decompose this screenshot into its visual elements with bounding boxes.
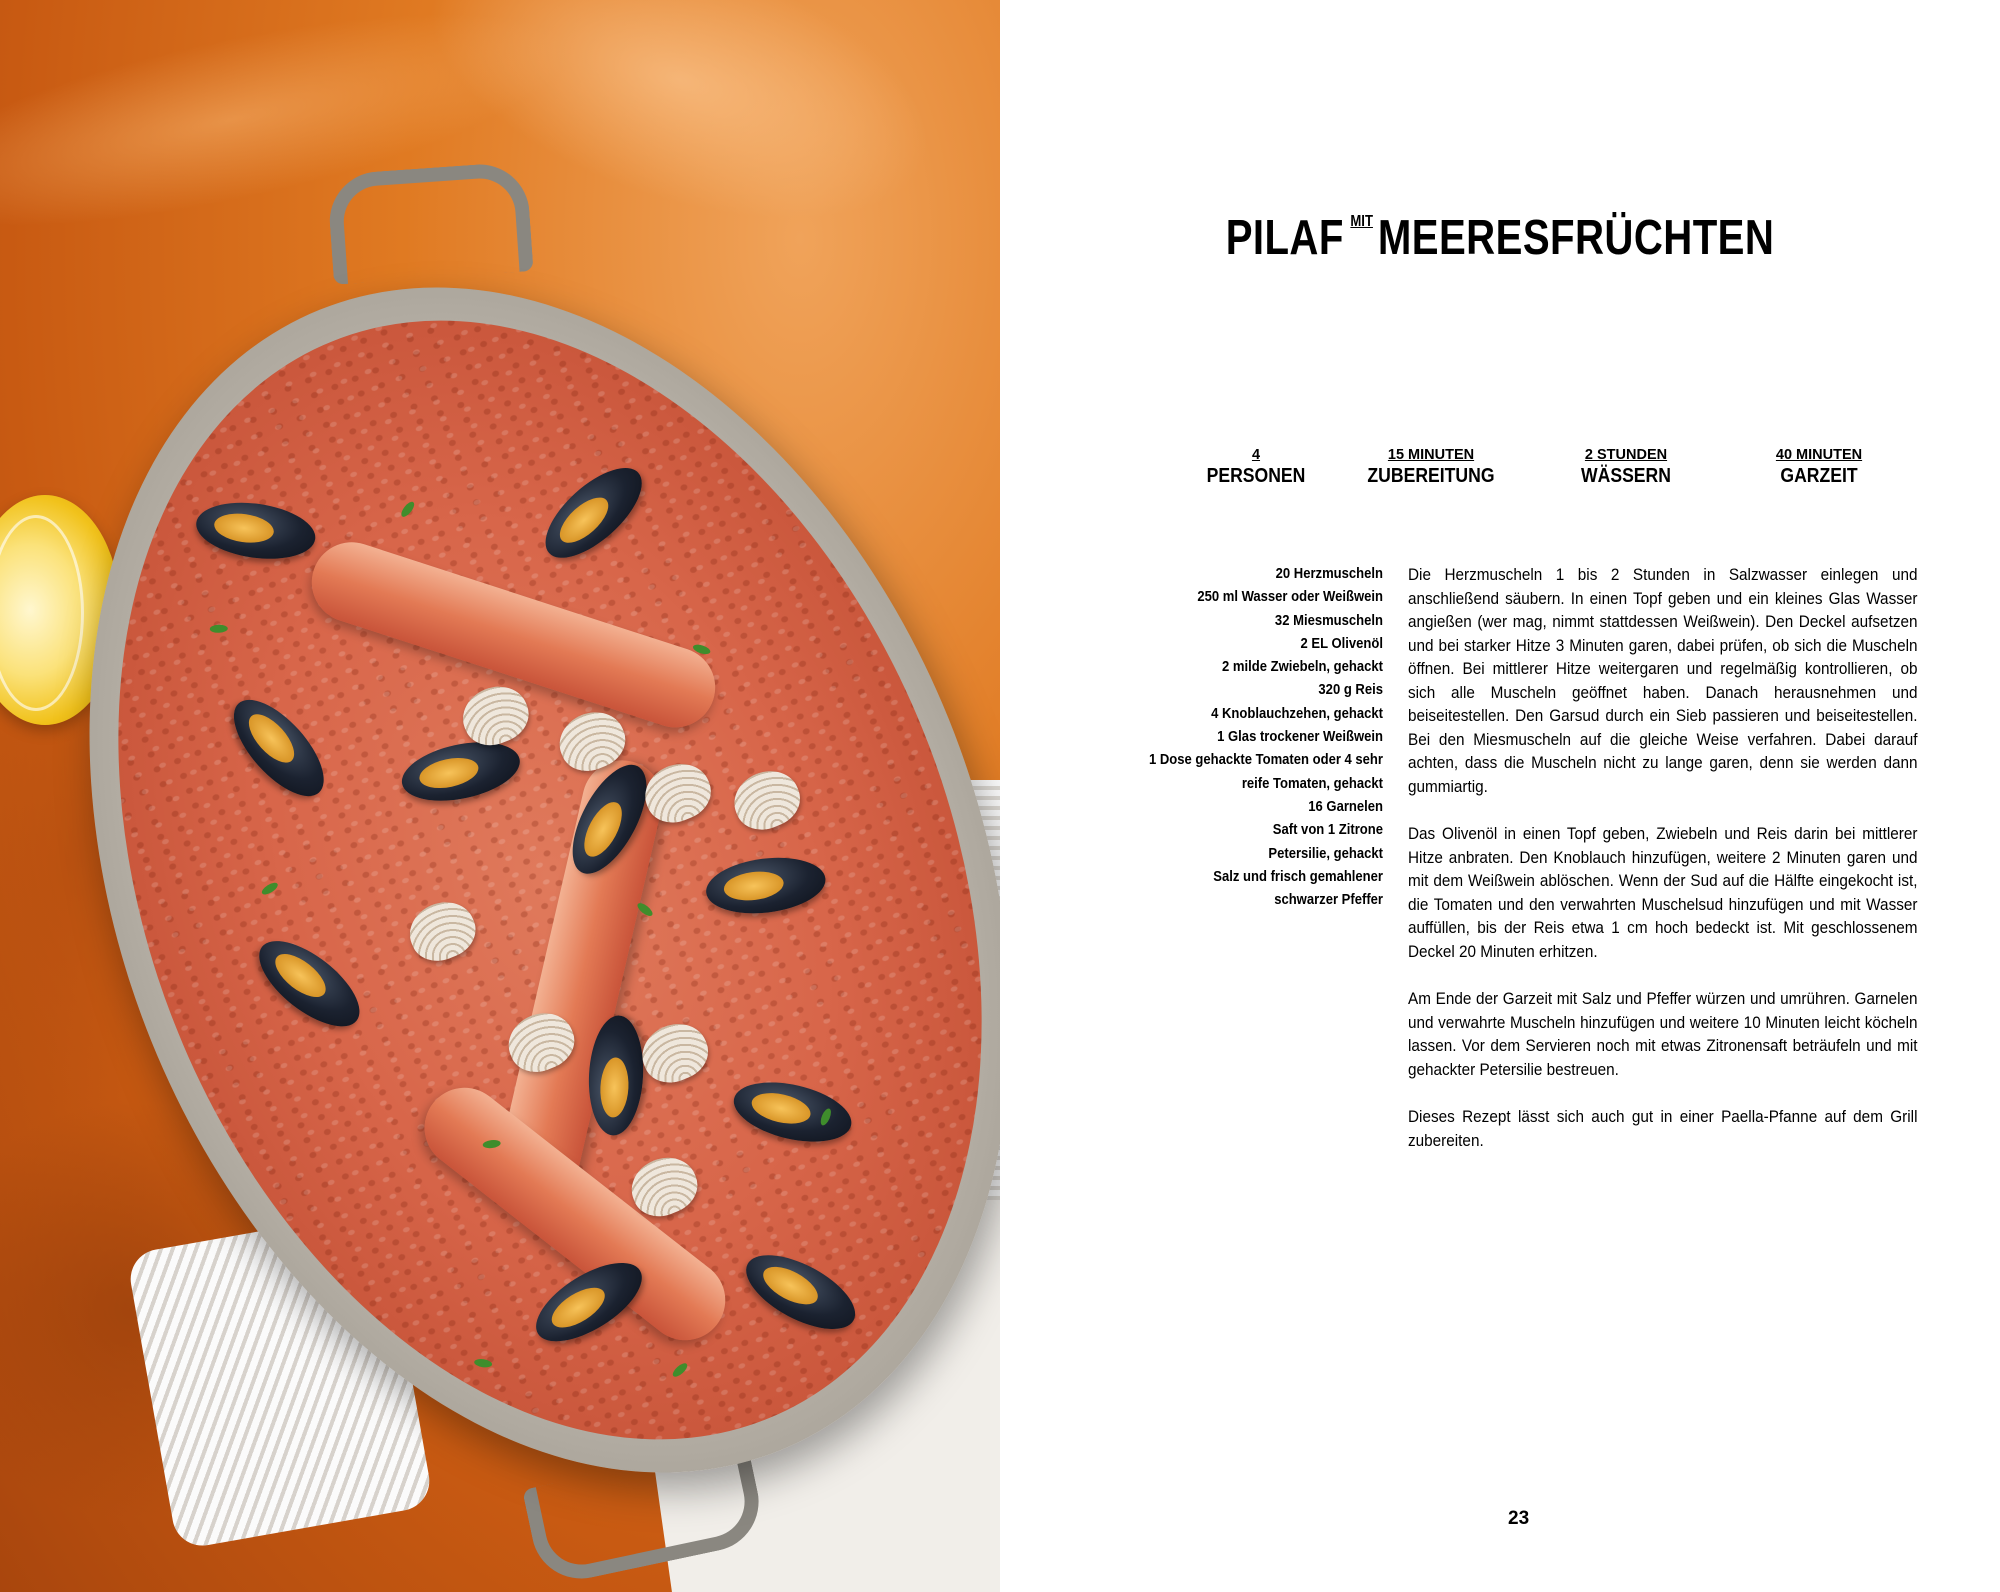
ingredient-item: Petersilie, gehackt — [1268, 845, 1383, 862]
clam — [634, 1014, 716, 1091]
ingredient-item: 32 Miesmuscheln — [1274, 612, 1383, 629]
meta-value: 40 MINUTEN — [1775, 447, 1863, 463]
meta-label: GARZEIT — [1780, 465, 1858, 487]
meta-value: 2 STUNDEN — [1584, 447, 1668, 463]
method-text — [1408, 563, 1918, 1176]
pan-handle-top — [326, 161, 533, 285]
parsley — [474, 1358, 493, 1368]
method-paragraph: Dieses Rezept lässt sich auch gut in einer Paella-Pfanne auf dem Grill zubereiten. — [1408, 1107, 1918, 1150]
meta-soak-time — [1541, 446, 1711, 488]
ingredient-item: 2 milde Zwiebeln, gehackt — [1221, 659, 1383, 676]
ingredient-item: Saft von 1 Zitrone — [1272, 822, 1383, 839]
title-main: PILAF — [1225, 211, 1344, 265]
ingredient-list — [1120, 563, 1383, 912]
parsley — [399, 500, 416, 519]
parsley — [671, 1361, 690, 1379]
ingredient-item: 4 Knoblauchzehen, gehackt — [1211, 705, 1383, 722]
mussel — [245, 925, 373, 1041]
title-main: MEERESFRÜCHTEN — [1377, 211, 1775, 265]
meta-value: 4 — [1251, 447, 1261, 463]
page-number: 23 — [1508, 1508, 1530, 1529]
ingredient-item: 1 Glas trockener Weißwein — [1217, 729, 1383, 746]
recipe-title — [1090, 210, 1910, 266]
method-paragraph: Die Herzmuscheln 1 bis 2 Stunden in Salzwasser einlegen und anschließend säubern. In einen Topf geben und ein kleines Glas Wasser angießen (wer mag, nimmt stattdessen Weißwein). Den Deckel aufsetzen und bei starker Hitze 3 Minuten garen, dabei prüfen, ob sich die Muscheln öffnen. Bei mittlerer Hitze weitergaren und regelmäßig kontrollieren, ob sich alle Muscheln geöffnet haben. Danach herausnehmen und beiseitestellen. Den Garsud durch ein Sieb passieren und beiseitestellen. Bei den Miesmuscheln auf die gleiche Weise verfahren. Dabei darauf achten, dass die Muscheln nicht zu lange garen, denn sie werden dann gummiartig. — [1408, 565, 1918, 796]
ingredient-item: Salz und frisch gemahlener schwarzer Pfeffer — [1213, 868, 1383, 909]
meta-label: WÄSSERN — [1581, 465, 1671, 487]
parsley — [635, 901, 654, 918]
parsley — [260, 880, 280, 896]
method-paragraph: Das Olivenöl in einen Topf geben, Zwiebeln und Reis darin bei mittlerer Hitze anbraten. Den Knoblauch hinzufügen, weitere 2 Minuten garen und mit dem Weißwein ablöschen. Wenn der Sud auf die Hälfte eingekocht ist, die Tomaten und den verwahrten Muschelsud hinzufügen und mit Wasser auffüllen, bis der Reis etwa 1 cm hoch bedeckt ist. Mit geschlossenem Deckel 20 Minuten erhitzen. — [1408, 824, 1918, 961]
meta-servings — [1171, 446, 1341, 488]
mussel — [531, 453, 656, 573]
ingredient-item: 20 Herzmuscheln — [1275, 566, 1383, 582]
mussel — [193, 496, 319, 566]
meta-label: ZUBEREITUNG — [1367, 465, 1495, 487]
clam — [401, 893, 483, 970]
title-connector: MIT — [1350, 213, 1373, 230]
meta-value: 15 MINUTEN — [1387, 447, 1475, 463]
meta-prep-time — [1346, 446, 1516, 488]
ingredient-item: 2 EL Olivenöl — [1300, 635, 1383, 652]
mussel — [397, 733, 526, 811]
meta-label: PERSONEN — [1206, 465, 1306, 487]
meta-cook-time — [1734, 446, 1904, 488]
parsley — [210, 624, 228, 633]
ingredient-item: 1 Dose gehackte Tomaten oder 4 sehr reife Tomaten, gehackt — [1148, 752, 1383, 792]
mussel — [703, 851, 829, 919]
ingredient-item: 320 g Reis — [1318, 682, 1383, 699]
ingredient-item: 16 Garnelen — [1308, 798, 1383, 815]
mussel — [219, 685, 339, 810]
clam — [726, 762, 808, 839]
recipe-page — [1000, 0, 2000, 1592]
method-paragraph: Am Ende der Garzeit mit Salz und Pfeffer würzen und umrühren. Garnelen und verwahrte Muscheln hinzufügen und weitere 10 Minuten leicht köcheln lassen. Vor dem Servieren noch mit etwas Zitronensaft beträufeln und mit gehackter Petersilie bestreuen. — [1408, 989, 1918, 1079]
mussel — [728, 1072, 857, 1152]
ingredient-item: 250 ml Wasser oder Weißwein — [1197, 589, 1383, 606]
mussel — [735, 1240, 866, 1344]
